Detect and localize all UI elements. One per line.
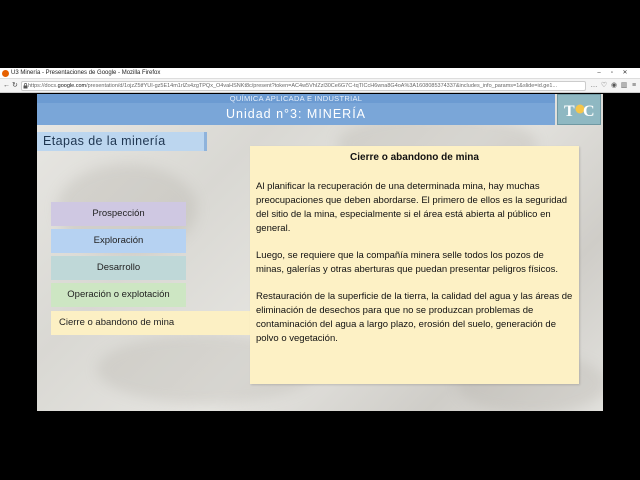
panel-title: Cierre o abandono de mina [350,152,479,163]
url-domain: google.com [57,83,87,89]
panel-paragraph: Al planificar la recuperación de una determinada mina, hay muchas preocupaciones que deben abordarse. El primero de ellos es la seguridad del sitio de la mina, especialmente si el área está abierta al público en general. [256,181,568,234]
close-button[interactable]: ✕ [622,70,628,76]
stage-detail-panel [250,146,579,384]
stage-cierre[interactable]: Cierre o abandono de mina [51,311,250,335]
tic-logo [557,94,601,125]
maximize-button[interactable]: ▫ [610,70,614,76]
presentation-slide[interactable] [37,94,603,411]
svg-text:C: C [583,103,595,120]
stage-operacion[interactable]: Operación o explotación [51,283,186,307]
stage-desarrollo[interactable]: Desarrollo [51,256,186,280]
url-path: /presentation/d/1ojzZ5tfYUI-gz5E14m1rlZs4zgTPQx_O4vaHSNKt8c/present?token=AC4w5VhIZzl30Ce6G7C-tqTICcH6wna8G4oA%3A1608085374337&includes_info_params=1&slide=id.ge1... [86,83,558,89]
panel-paragraph: Restauración de la superficie de la tierra, la calidad del agua y las áreas de eliminación de desechos para que no se produzcan problemas de contaminación del agua a largo plazo, erosión del suelo, generación de polvo o vegetación. [256,291,573,344]
minimize-button[interactable]: – [597,70,601,76]
stage-exploracion[interactable]: Exploración [51,229,186,253]
unit-title: Unidad n°3: MINERÍA [37,103,555,125]
navigation-bar [0,79,640,93]
more-icon[interactable]: … [590,82,598,89]
firefox-icon [2,70,9,77]
stage-prospeccion[interactable]: Prospección [51,202,186,226]
lock-icon [23,83,28,89]
back-icon[interactable]: ← [3,82,10,89]
panel-paragraph: Luego, se requiere que la compañía minera selle todos los pozos de minas, galerías y otras aberturas que puedan presentar peligros físicos. [256,250,559,275]
library-icon[interactable]: ▥ [620,82,628,89]
address-bar[interactable] [21,81,586,91]
svg-text:T: T [564,103,575,120]
subject-banner: QUÍMICA APLICADA E INDUSTRIAL [37,94,555,103]
window-titlebar [0,68,640,79]
tic-logo-icon [558,95,602,126]
pocket-icon[interactable]: ♡ [600,82,608,89]
window-title: U3 Minería - Presentaciones de Google - Mozilla Firefox [11,70,161,76]
url-prefix: https://docs. [28,83,58,89]
menu-icon[interactable]: ≡ [631,82,637,89]
extension-icon[interactable]: ◉ [610,82,618,89]
section-title: Etapas de la minería [37,132,207,151]
reload-icon[interactable]: ↻ [12,82,18,89]
